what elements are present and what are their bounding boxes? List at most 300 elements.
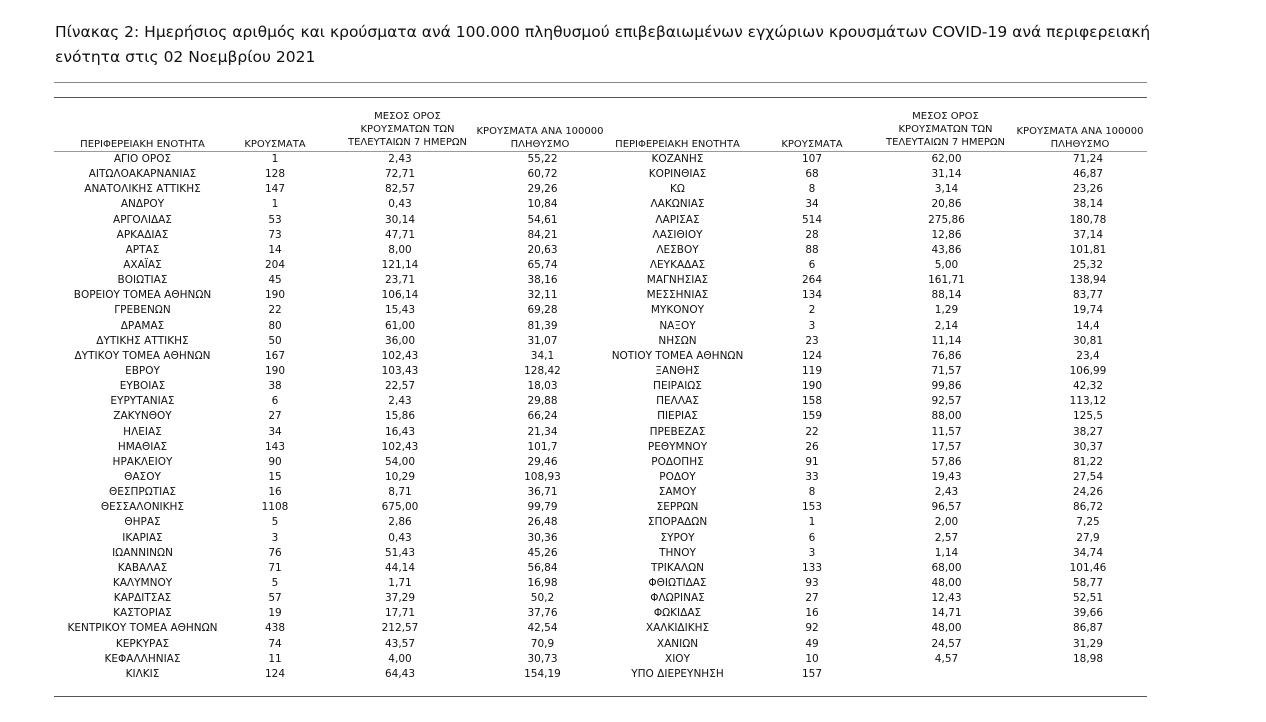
region-cell: ΑΡΚΑΔΙΑΣ: [116, 228, 169, 241]
table-row: [600, 394, 1152, 409]
table-row: [55, 243, 605, 258]
per100k-cell: 81,22: [1072, 455, 1104, 468]
table-row: [55, 364, 605, 379]
table-row: [55, 667, 605, 682]
cases-cell: 6: [808, 259, 816, 272]
header-avg7-line3: ΤΕΛΕΥΤΑΙΩΝ 7 ΗΜΕΡΩΝ: [885, 137, 1006, 148]
cases-cell: 134: [801, 289, 823, 302]
avg7-cell: 62,00: [931, 153, 962, 166]
region-cell: ΞΑΝΘΗΣ: [655, 365, 700, 378]
cases-cell: 159: [801, 410, 823, 423]
avg7-cell: 96,57: [931, 501, 962, 514]
cases-cell: 143: [264, 440, 286, 453]
cases-cell: 128: [264, 168, 286, 181]
region-cell: ΡΟΔΟΥ: [659, 471, 696, 484]
region-cell: ΛΑΡΙΣΑΣ: [655, 213, 700, 226]
avg7-cell: 31,14: [931, 168, 962, 181]
region-cell: ΠΕΛΛΑΣ: [656, 395, 699, 408]
region-cell: ΕΒΡΟΥ: [125, 365, 160, 378]
per100k-cell: 39,66: [1072, 607, 1104, 620]
avg7-cell: 2,43: [934, 486, 959, 499]
avg7-cell: 102,43: [381, 440, 419, 453]
table-row: [600, 561, 1152, 576]
avg7-cell: 88,14: [931, 289, 962, 302]
table-row: [600, 303, 1152, 318]
cases-cell: 8: [808, 183, 816, 196]
per100k-cell: 29,26: [527, 183, 558, 196]
cases-cell: 28: [805, 228, 819, 241]
table-row: [55, 379, 605, 394]
per100k-cell: 27,9: [1076, 531, 1100, 544]
table-row: [55, 349, 605, 364]
table-row: [55, 197, 605, 212]
region-cell: ΒΟΙΩΤΙΑΣ: [117, 274, 168, 287]
avg7-cell: 64,43: [384, 667, 416, 680]
avg7-cell: 71,57: [931, 365, 962, 378]
per100k-cell: 45,26: [527, 546, 558, 559]
cases-cell: 124: [264, 667, 286, 680]
region-cell: ΡΕΘΥΜΝΟΥ: [647, 440, 708, 453]
avg7-cell: 44,14: [384, 561, 416, 574]
region-cell: ΛΑΣΙΘΙΟΥ: [652, 228, 703, 241]
avg7-cell: 121,14: [381, 259, 419, 272]
avg7-cell: 4,57: [934, 652, 959, 665]
table-row: [55, 303, 605, 318]
cases-cell: 153: [801, 501, 823, 514]
region-cell: ΗΛΕΙΑΣ: [123, 425, 162, 438]
table-row: [55, 440, 605, 455]
left-table: [55, 152, 605, 682]
region-cell: ΧΑΛΚΙΔΙΚΗΣ: [645, 622, 710, 635]
region-cell: ΘΑΣΟΥ: [124, 471, 161, 484]
table-row: [55, 319, 605, 334]
per100k-cell: 37,76: [527, 607, 558, 620]
table-row: [55, 652, 605, 667]
cases-cell: 6: [808, 531, 816, 544]
table-row: [55, 531, 605, 546]
avg7-cell: 76,86: [931, 349, 962, 362]
avg7-cell: 61,00: [384, 319, 416, 332]
per100k-cell: 84,21: [527, 228, 558, 241]
region-cell: ΚΙΛΚΙΣ: [125, 667, 160, 680]
avg7-cell: 2,43: [388, 395, 412, 408]
table-row: [600, 637, 1152, 652]
region-cell: ΒΟΡΕΙΟΥ ΤΟΜΕΑ ΑΘΗΝΩΝ: [73, 289, 212, 302]
avg7-cell: 11,14: [931, 334, 962, 347]
top-divider: [54, 82, 1147, 83]
cases-cell: 3: [808, 319, 816, 332]
region-cell: ΝΟΤΙΟΥ ΤΟΜΕΑ ΑΘΗΝΩΝ: [611, 349, 744, 362]
cases-cell: 16: [805, 607, 819, 620]
per100k-cell: 7,25: [1076, 516, 1100, 529]
avg7-cell: 57,86: [931, 455, 962, 468]
header-avg7-line3: ΤΕΛΕΥΤΑΙΩΝ 7 ΗΜΕΡΩΝ: [347, 137, 468, 148]
avg7-cell: 161,71: [928, 274, 965, 287]
table-row: [600, 485, 1152, 500]
region-cell: ΑΡΤΑΣ: [125, 243, 160, 256]
table-row: [600, 319, 1152, 334]
region-cell: ΕΥΡΥΤΑΝΙΑΣ: [110, 395, 175, 408]
avg7-cell: 43,57: [384, 637, 416, 650]
per100k-cell: 30,81: [1072, 334, 1104, 347]
cases-cell: 34: [805, 198, 819, 211]
table-row: [600, 440, 1152, 455]
per100k-cell: 138,94: [1069, 274, 1107, 287]
cases-cell: 14: [268, 243, 282, 256]
per100k-cell: 19,74: [1072, 304, 1104, 317]
region-cell: ΝΑΞΟΥ: [659, 319, 696, 332]
table-row: [55, 455, 605, 470]
cases-cell: 3: [808, 546, 816, 559]
per100k-cell: 86,72: [1072, 501, 1104, 514]
cases-cell: 22: [268, 304, 282, 317]
cases-cell: 1: [808, 516, 816, 529]
header-per100k-left: [470, 125, 610, 151]
per100k-cell: 71,24: [1072, 153, 1104, 166]
per100k-cell: 30,37: [1072, 440, 1104, 453]
cases-cell: 33: [805, 471, 819, 484]
region-cell: ΑΓΙΟ ΟΡΟΣ: [113, 153, 172, 166]
avg7-cell: 88,00: [931, 410, 962, 423]
cases-cell: 124: [801, 349, 823, 362]
avg7-cell: 16,43: [384, 425, 416, 438]
table-row: [55, 273, 605, 288]
avg7-cell: 4,00: [388, 652, 412, 665]
cases-cell: 8: [808, 486, 816, 499]
avg7-cell: 8,71: [388, 486, 412, 499]
table-row: [600, 213, 1152, 228]
avg7-cell: 24,57: [931, 637, 962, 650]
cases-cell: 119: [801, 365, 823, 378]
avg7-cell: 47,71: [384, 228, 416, 241]
per100k-cell: 18,03: [527, 380, 558, 393]
cases-cell: 53: [268, 213, 282, 226]
per100k-cell: 55,22: [527, 153, 558, 166]
table-row: [55, 213, 605, 228]
region-cell: ΑΝΔΡΟΥ: [120, 198, 165, 211]
per100k-cell: 65,74: [527, 259, 558, 272]
table-row: [600, 652, 1152, 667]
cases-cell: 45: [268, 274, 282, 287]
avg7-cell: 675,00: [381, 501, 419, 514]
table-row: [55, 228, 605, 243]
avg7-cell: 103,43: [381, 365, 419, 378]
cases-cell: 190: [264, 289, 286, 302]
cases-cell: 93: [805, 577, 819, 589]
avg7-cell: 48,00: [931, 622, 962, 635]
table-row: [55, 591, 605, 606]
per100k-cell: 34,1: [530, 349, 555, 362]
region-cell: ΚΑΒΑΛΑΣ: [117, 561, 168, 574]
region-cell: ΔΥΤΙΚΗΣ ΑΤΤΙΚΗΣ: [96, 334, 189, 347]
cases-cell: 190: [801, 380, 823, 393]
region-cell: ΚΕΦΑΛΛΗΝΙΑΣ: [104, 652, 181, 665]
table-row: [600, 379, 1152, 394]
avg7-cell: 23,71: [384, 274, 416, 287]
region-cell: ΛΑΚΩΝΙΑΣ: [650, 198, 705, 211]
per100k-cell: 24,26: [1072, 486, 1104, 499]
cases-cell: 27: [268, 410, 282, 423]
cases-cell: 68: [805, 168, 819, 181]
header-per100k-right: [1010, 125, 1150, 151]
per100k-cell: 125,5: [1072, 410, 1104, 423]
per100k-cell: 54,61: [527, 213, 558, 226]
cases-cell: 157: [801, 667, 823, 680]
per100k-cell: 38,27: [1072, 425, 1104, 438]
per100k-cell: 50,2: [530, 592, 555, 605]
cases-cell: 1: [271, 153, 279, 166]
avg7-cell: 54,00: [384, 455, 416, 468]
per100k-cell: 101,7: [527, 440, 558, 453]
cases-cell: 74: [268, 637, 282, 650]
cases-cell: 76: [268, 546, 282, 559]
per100k-cell: 86,87: [1072, 622, 1104, 635]
region-cell: ΚΑΣΤΟΡΙΑΣ: [113, 607, 172, 620]
table-row: [55, 152, 605, 167]
region-cell: ΑΝΑΤΟΛΙΚΗΣ ΑΤΤΙΚΗΣ: [84, 183, 201, 196]
table-row: [55, 561, 605, 576]
per100k-cell: 10,84: [527, 198, 558, 211]
table-row: [600, 667, 1152, 682]
per100k-cell: 37,14: [1072, 228, 1104, 241]
region-cell: ΦΛΩΡΙΝΑΣ: [650, 592, 705, 605]
per100k-cell: 21,34: [527, 425, 558, 438]
avg7-cell: 2,14: [934, 319, 959, 332]
avg7-cell: [869, 667, 1024, 682]
per100k-cell: 29,88: [527, 395, 558, 408]
cases-cell: 264: [801, 274, 823, 287]
per100k-cell: 23,26: [1072, 183, 1104, 196]
table-row: [600, 334, 1152, 349]
region-cell: ΗΜΑΘΙΑΣ: [117, 440, 168, 453]
avg7-cell: 14,71: [931, 607, 962, 620]
per100k-cell: 38,16: [527, 274, 558, 287]
region-cell: ΥΠΟ ΔΙΕΡΕΥΝΗΣΗ: [631, 667, 724, 680]
cases-cell: 49: [805, 637, 819, 650]
region-cell: ΜΥΚΟΝΟΥ: [650, 304, 705, 317]
table-row: [600, 258, 1152, 273]
table-row: [600, 243, 1152, 258]
per100k-cell: 20,63: [527, 243, 558, 256]
table-row: [55, 470, 605, 485]
avg7-cell: 48,00: [931, 577, 962, 589]
left-table-body: [55, 152, 605, 682]
cases-cell: 23: [805, 334, 819, 347]
avg7-cell: 1,29: [934, 304, 959, 317]
table-row: [600, 606, 1152, 621]
per100k-cell: 113,12: [1069, 395, 1107, 408]
table-row: [600, 288, 1152, 303]
region-cell: ΤΗΝΟΥ: [659, 546, 696, 559]
cases-cell: 11: [268, 652, 282, 665]
table-row: [600, 425, 1152, 440]
cases-cell: 158: [801, 395, 823, 408]
avg7-cell: 20,86: [931, 198, 962, 211]
cases-cell: 1108: [261, 501, 289, 514]
per100k-cell: 25,32: [1072, 259, 1104, 272]
cases-cell: 2: [808, 304, 816, 317]
right-table: [600, 152, 1152, 682]
region-cell: ΛΕΥΚΑΔΑΣ: [649, 259, 706, 272]
avg7-cell: 12,43: [931, 592, 962, 605]
table-row: [600, 409, 1152, 424]
table-row: [600, 182, 1152, 197]
table-row: [55, 334, 605, 349]
per100k-cell: 30,36: [527, 531, 558, 544]
per100k-cell: 69,28: [527, 304, 558, 317]
region-cell: ΠΕΙΡΑΙΩΣ: [653, 380, 702, 393]
table-row: [55, 182, 605, 197]
cases-cell: 190: [264, 365, 286, 378]
per100k-cell: 154,19: [524, 667, 561, 680]
cases-cell: 10: [805, 652, 819, 665]
per100k-cell: 56,84: [527, 561, 558, 574]
avg7-cell: 22,57: [384, 380, 416, 393]
avg7-cell: 2,86: [388, 516, 412, 529]
cases-cell: 80: [268, 319, 282, 332]
avg7-cell: 99,86: [931, 380, 962, 393]
region-cell: ΠΡΕΒΕΖΑΣ: [649, 425, 706, 438]
per100k-cell: 81,39: [527, 319, 558, 332]
region-cell: ΔΥΤΙΚΟΥ ΤΟΜΕΑ ΑΘΗΝΩΝ: [74, 349, 211, 362]
avg7-cell: 15,43: [384, 304, 416, 317]
region-cell: ΠΙΕΡΙΑΣ: [657, 410, 698, 423]
avg7-cell: 15,86: [384, 410, 416, 423]
cases-cell: 71: [268, 561, 282, 574]
table-row: [600, 621, 1152, 636]
table-row: [600, 349, 1152, 364]
cases-cell: 167: [264, 349, 286, 362]
avg7-cell: 0,43: [388, 198, 412, 211]
table-row: [55, 425, 605, 440]
region-cell: ΚΑΡΔΙΤΣΑΣ: [113, 592, 172, 605]
per100k-cell: 29,46: [527, 455, 558, 468]
header-avg7-left: [335, 110, 480, 149]
region-cell: ΑΧΑΪΑΣ: [123, 259, 162, 272]
header-avg7-line2: ΚΡΟΥΣΜΑΤΩΝ ΤΩΝ: [898, 124, 993, 135]
region-cell: ΦΘΙΩΤΙΔΑΣ: [648, 577, 707, 589]
cases-cell: 27: [805, 592, 819, 605]
avg7-cell: 1,14: [934, 546, 959, 559]
cases-cell: 5: [271, 577, 279, 589]
header-avg7-line1: ΜΕΣΟΣ ΟΡΟΣ: [374, 111, 441, 122]
table-row: [55, 288, 605, 303]
region-cell: ΚΟΡΙΝΘΙΑΣ: [648, 168, 707, 181]
table-row: [55, 485, 605, 500]
avg7-cell: 19,43: [931, 471, 962, 484]
avg7-cell: 82,57: [384, 183, 416, 196]
region-cell: ΑΙΤΩΛΟΑΚΑΡΝΑΝΙΑΣ: [88, 168, 197, 181]
table-row: [55, 167, 605, 182]
header-cases-left: ΚΡΟΥΣΜΑΤΑ: [244, 139, 306, 150]
avg7-cell: 12,86: [931, 228, 962, 241]
per100k-cell: 23,4: [1076, 349, 1100, 362]
table-row: [55, 576, 605, 591]
region-cell: ΣΥΡΟΥ: [660, 531, 695, 544]
cases-cell: 88: [805, 243, 819, 256]
avg7-cell: 43,86: [931, 243, 962, 256]
region-cell: ΜΕΣΣΗΝΙΑΣ: [646, 289, 709, 302]
region-cell: ΡΟΔΟΠΗΣ: [651, 455, 704, 468]
avg7-cell: 68,00: [931, 561, 962, 574]
avg7-cell: 36,00: [384, 334, 416, 347]
cases-cell: 57: [268, 592, 282, 605]
avg7-cell: 8,00: [388, 243, 412, 256]
header-region-left: ΠΕΡΙΦΕΡΕΙΑΚΗ ΕΝΟΤΗΤΑ: [80, 139, 205, 150]
region-cell: ΧΙΟΥ: [665, 652, 690, 665]
region-cell: ΕΥΒΟΙΑΣ: [119, 380, 166, 393]
region-cell: ΚΩ: [670, 183, 685, 196]
per100k-cell: 180,78: [1069, 213, 1107, 226]
table-row: [600, 273, 1152, 288]
cases-cell: 204: [264, 259, 286, 272]
table-row: [55, 258, 605, 273]
header-avg7-line2: ΚΡΟΥΣΜΑΤΩΝ ΤΩΝ: [360, 124, 455, 135]
region-cell: ΖΑΚΥΝΘΟΥ: [113, 410, 172, 423]
avg7-cell: 275,86: [928, 213, 965, 226]
per100k-cell: 16,98: [527, 577, 558, 589]
avg7-cell: 37,29: [384, 592, 416, 605]
per100k-cell: 32,11: [527, 289, 558, 302]
table-row: [600, 576, 1152, 591]
cases-cell: 107: [801, 153, 823, 166]
per100k-cell: 66,24: [527, 410, 558, 423]
per100k-cell: 60,72: [527, 168, 558, 181]
region-cell: ΜΑΓΝΗΣΙΑΣ: [646, 274, 709, 287]
table-row: [600, 152, 1152, 167]
per100k-cell: 30,73: [527, 652, 558, 665]
region-cell: ΗΡΑΚΛΕΙΟΥ: [112, 455, 173, 468]
per100k-cell: 42,54: [527, 622, 558, 635]
header-divider: [54, 97, 1147, 98]
table-row: [55, 546, 605, 561]
cases-cell: 34: [268, 425, 282, 438]
cases-cell: 438: [264, 622, 286, 635]
per100k-cell: 70,9: [530, 637, 555, 650]
table-row: [600, 228, 1152, 243]
per100k-cell: 36,71: [527, 486, 558, 499]
per100k-cell: 31,29: [1072, 637, 1104, 650]
cases-cell: 133: [801, 561, 823, 574]
region-cell: ΚΕΝΤΡΙΚΟΥ ΤΟΜΕΑ ΑΘΗΝΩΝ: [67, 622, 218, 635]
cases-cell: 91: [805, 455, 819, 468]
region-cell: ΣΑΜΟΥ: [658, 486, 697, 499]
avg7-cell: 102,43: [381, 349, 419, 362]
per100k-cell: 58,77: [1072, 577, 1104, 589]
table-row: [600, 515, 1152, 530]
avg7-cell: 51,43: [384, 546, 416, 559]
header-region-right: ΠΕΡΙΦΕΡΕΙΑΚΗ ΕΝΟΤΗΤΑ: [615, 139, 740, 150]
table-row: [600, 470, 1152, 485]
bottom-divider: [54, 696, 1147, 697]
avg7-cell: 2,43: [388, 153, 412, 166]
per100k-cell: 18,98: [1072, 652, 1104, 665]
avg7-cell: 11,57: [931, 425, 962, 438]
cases-cell: 147: [264, 183, 286, 196]
avg7-cell: 2,57: [934, 531, 959, 544]
region-cell: ΧΑΝΙΩΝ: [656, 637, 699, 650]
region-cell: ΓΡΕΒΕΝΩΝ: [114, 304, 171, 317]
avg7-cell: 30,14: [384, 213, 416, 226]
region-cell: ΑΡΓΟΛΙΔΑΣ: [113, 213, 172, 226]
region-cell: ΘΗΡΑΣ: [124, 516, 161, 529]
per100k-cell: 101,46: [1069, 561, 1107, 574]
cases-cell: 15: [268, 471, 282, 484]
per100k-cell: 34,74: [1072, 546, 1104, 559]
region-cell: ΘΕΣΠΡΩΤΙΑΣ: [108, 486, 177, 499]
per100k-cell: 38,14: [1072, 198, 1104, 211]
right-table-body: [600, 152, 1152, 682]
